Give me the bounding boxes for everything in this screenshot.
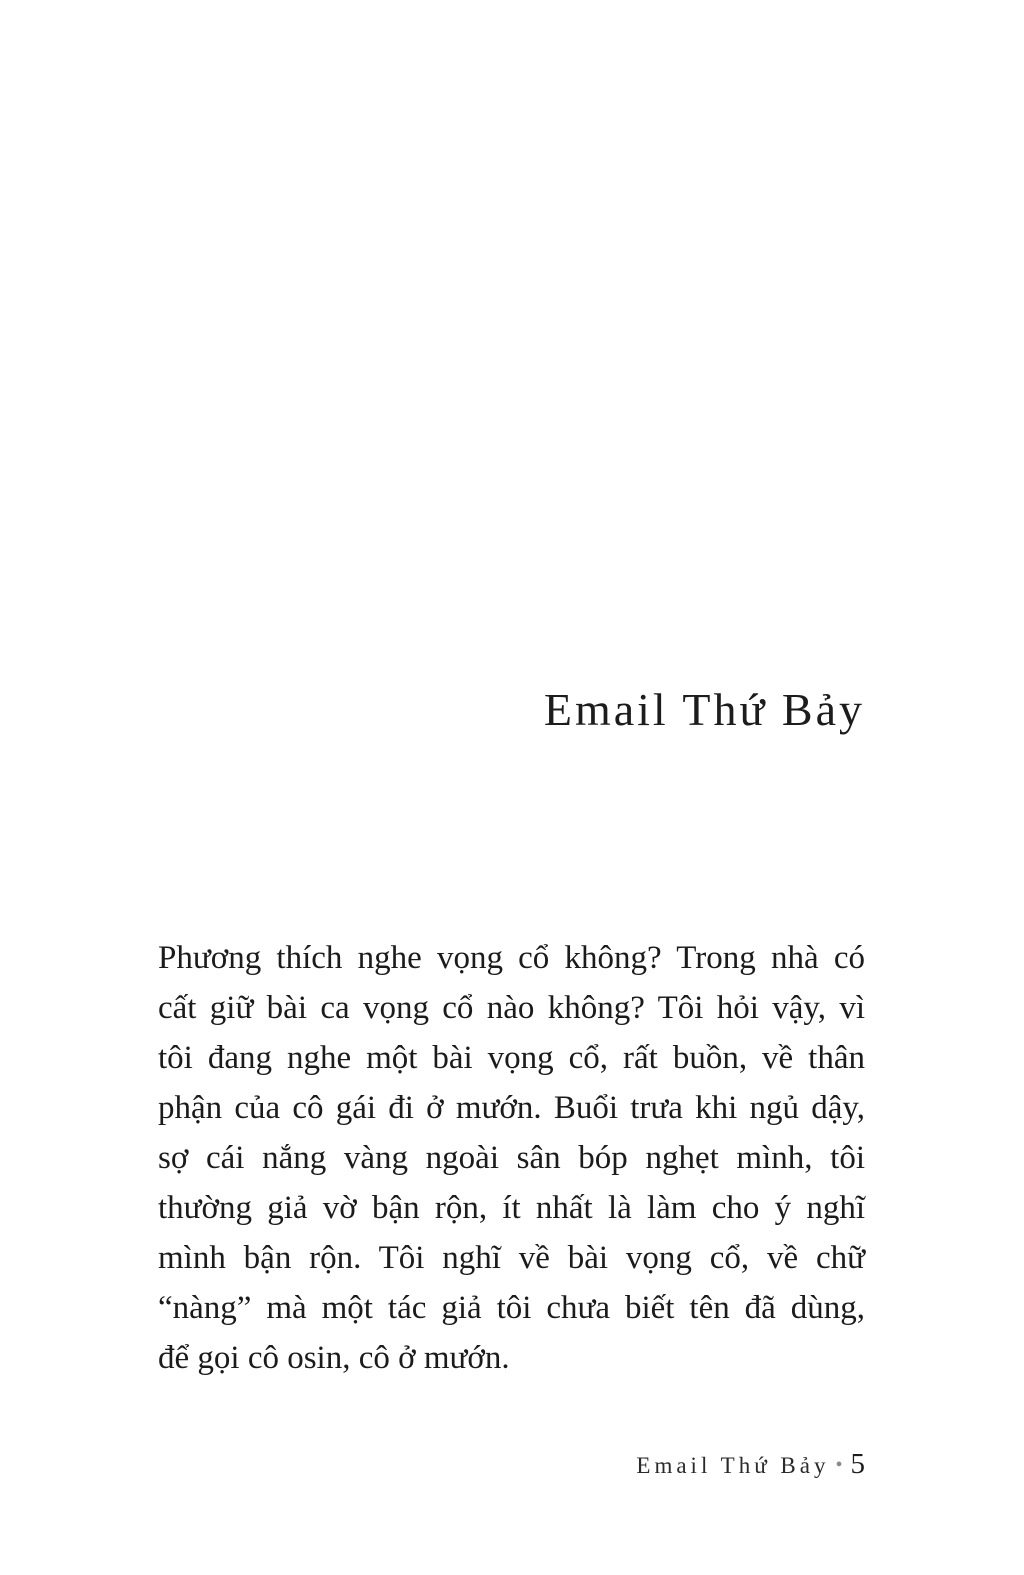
body-line: Phương thích nghe vọng cổ không? Trong nhà có	[158, 940, 865, 976]
body-line: mình bận rộn. Tôi nghĩ về bài vọng cổ, về chữ	[158, 1240, 865, 1276]
body-paragraph	[158, 933, 865, 1383]
footer-page-number: 5	[850, 1448, 865, 1480]
chapter-title: Email Thứ Bảy	[543, 684, 865, 735]
body-line: cất giữ bài ca vọng cổ nào không? Tôi hỏi vậy, vì	[158, 990, 865, 1026]
body-line: để gọi cô osin, cô ở mướn.	[158, 1340, 510, 1376]
body-line: “nàng” mà một tác giả tôi chưa biết tên đã dùng,	[158, 1290, 865, 1326]
running-footer	[158, 1448, 865, 1481]
body-line: sợ cái nắng vàng ngoài sân bóp nghẹt mình, tôi	[158, 1140, 865, 1176]
footer-chapter-label: Email Thứ Bảy	[636, 1453, 830, 1478]
body-line: thường giả vờ bận rộn, ít nhất là làm cho ý nghĩ	[158, 1190, 865, 1226]
body-line: tôi đang nghe một bài vọng cổ, rất buồn, về thân	[158, 1040, 865, 1076]
body-line: phận của cô gái đi ở mướn. Buổi trưa khi ngủ dậy,	[158, 1090, 865, 1126]
footer-separator-dot: •	[835, 1454, 843, 1476]
